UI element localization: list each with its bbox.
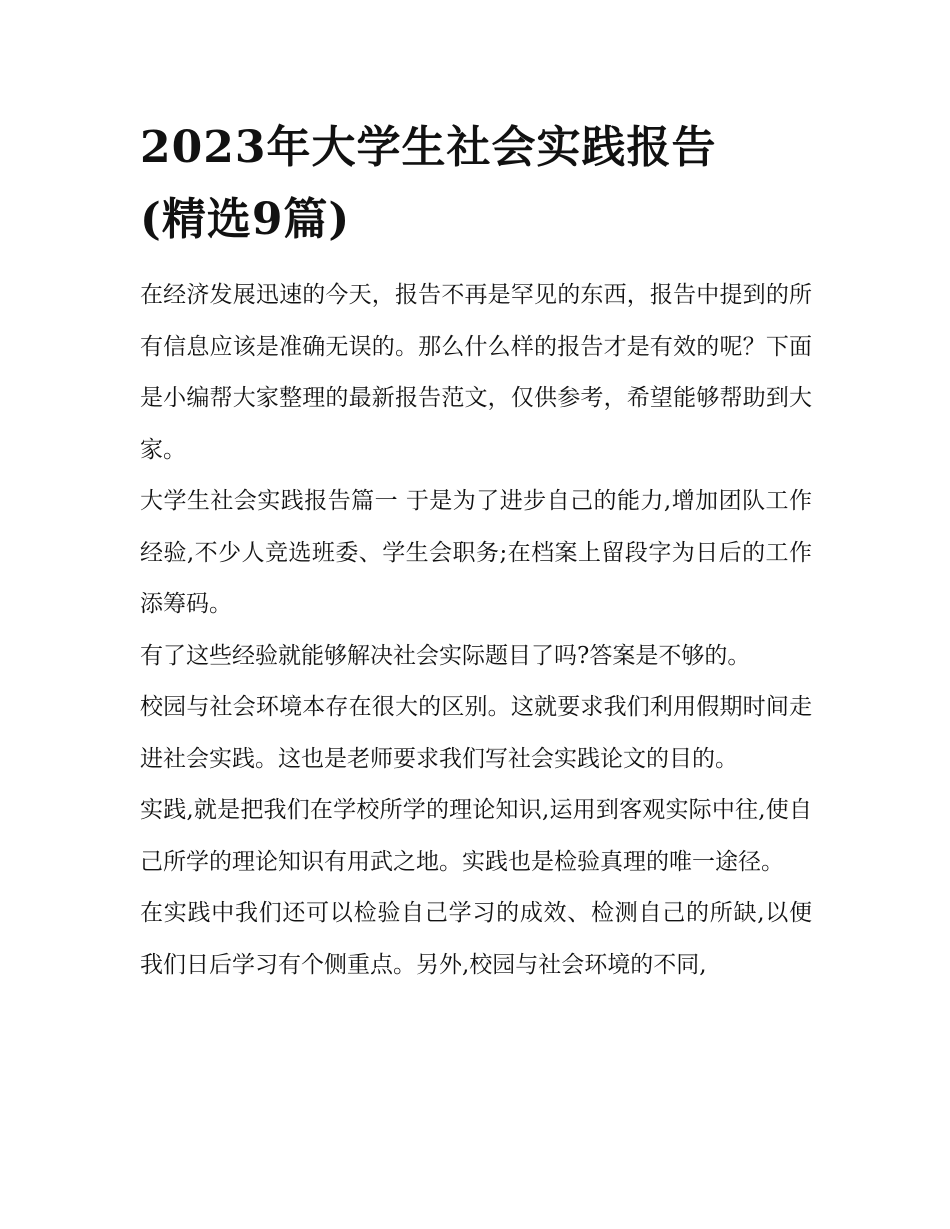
paragraph-intro: 在经济发展迅速的今天，报告不再是罕见的东西，报告中提到的所有信息应该是准确无误的。那么什么样的报告才是有效的呢？下面是小编帮大家整理的最新报告范文，仅供参考，希望能够帮助到大家。	[140, 282, 812, 463]
paragraph-4: 实践,就是把我们在学校所学的理论知识,运用到客观实际中往,使自己所学的理论知识有用武之地。实践也是检验真理的唯一途径。	[140, 797, 812, 875]
paragraph-1: 大学生社会实践报告篇一 于是为了进步自己的能力,增加团队工作经验,不少人竞选班委、学生会职务;在档案上留段字为日后的工作添筹码。	[140, 488, 812, 617]
document-title	[140, 112, 812, 256]
paragraph-3: 校园与社会环境本存在很大的区别。这就要求我们利用假期时间走进社会实践。这也是老师要求我们写社会实践论文的目的。	[140, 694, 812, 772]
document-page	[140, 112, 812, 991]
paragraph-2: 有了这些经验就能够解决社会实际题目了吗?答案是不够的。	[140, 642, 751, 669]
title-line-2: (精选9篇)	[140, 194, 351, 245]
document-body	[140, 270, 812, 991]
paragraph-5: 在实践中我们还可以检验自己学习的成效、检测自己的所缺,以便我们日后学习有个侧重点。另外,校园与社会环境的不同,	[140, 900, 812, 978]
title-line-1: 2023年大学生社会实践报告	[140, 122, 717, 173]
